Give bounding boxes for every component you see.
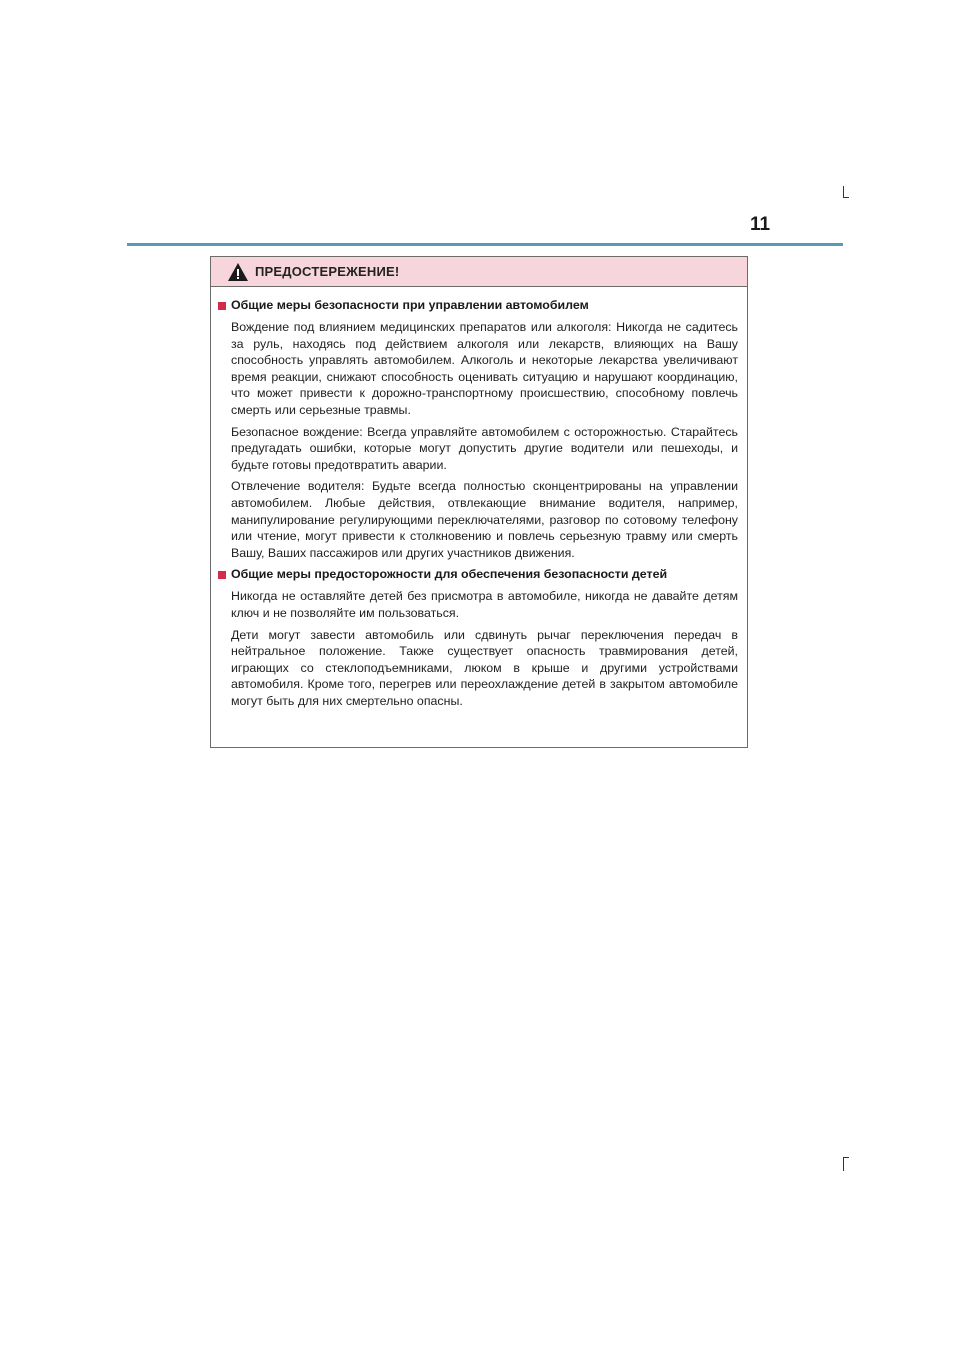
paragraph: Никогда не оставляйте детей без присмотра в автомобиле, никогда не давайте детям ключ и не позволяйте им пользоваться. [231,589,738,620]
section-heading [218,566,738,583]
section-heading [218,297,738,314]
section-heading-text: Общие меры предосторожности для обеспечения безопасности детей [231,567,668,582]
page-number: 11 [749,214,771,235]
section-driving-safety [218,297,738,561]
crop-mark-bottom [843,1157,844,1171]
header-rule [127,243,843,246]
warning-triangle-icon [227,262,249,282]
crop-mark-top-tick [843,197,849,198]
warning-box [210,256,748,748]
warning-header [211,257,747,287]
section-child-safety [218,566,738,709]
paragraph: Отвлечение водителя: Будьте всегда полностью сконцентрированы на управлении автомобилем. Любые действия, отвлекающие внимание водителя, например, манипулирование регулирующими переключателями, разговор по сотовому телефону или чтение, могут привести к столкновению и повлечь серьезную травму или смерть Вашу, Ваших пассажиров или других участников движения. [231,479,738,560]
paragraph: Безопасное вождение: Всегда управляйте автомобилем с осторожностью. Старайтесь предугадать ошибки, которые могут допустить другие водители или пешеходы, и будьте готовы предотвратить аварии. [231,424,738,472]
crop-mark-bottom-tick [843,1157,849,1158]
warning-title: ПРЕДОСТЕРЕЖЕНИЕ! [255,264,400,279]
paragraph: Дети могут завести автомобиль или сдвинуть рычаг переключения передач в нейтральное положение. Также существует опасность травмирования детей, играющих со стеклоподъемниками, люком в крыше и другими устройствами автомобиля. Кроме того, перегрев или переохлаждение детей в закрытом автомобиле могут быть для них смертельно опасны. [231,627,738,708]
square-bullet-icon [218,302,226,310]
square-bullet-icon [218,571,226,579]
warning-body [211,287,747,709]
section-heading-text: Общие меры безопасности при управлении автомобилем [231,298,589,312]
paragraph: Вождение под влиянием медицинских препаратов или алкоголя: Никогда не садитесь за руль, находясь под действием алкоголя или лекарств, влияющих на Вашу способность управлять автомобилем. Алкоголь и некоторые лекарства увеличивают время реакции, снижают способность оценивать ситуацию и нарушают координацию, что может привести к дорожно-транспортному происшествию, способному повлечь смерть или серьезные травмы. [231,320,738,417]
